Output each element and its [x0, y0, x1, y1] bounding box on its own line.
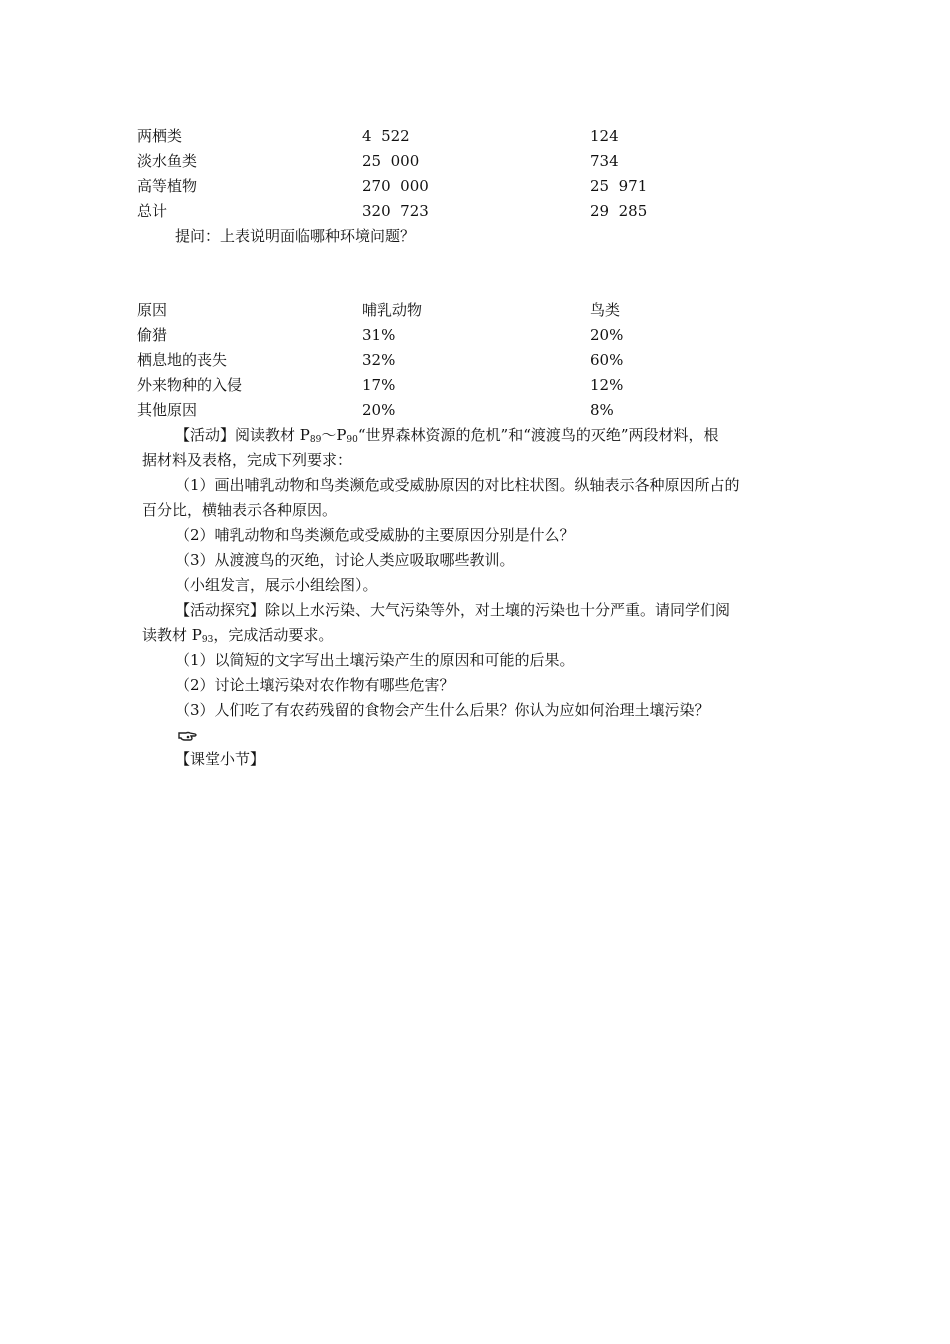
table2-cell: 60% — [590, 351, 624, 369]
table2-cell: 20% — [362, 401, 396, 419]
activity-line: 据材料及表格，完成下列要求： — [142, 451, 353, 469]
page-subscript: 89 — [309, 435, 322, 445]
table1-cell: 总计 — [137, 202, 168, 220]
table1-cell: 734 — [590, 152, 619, 170]
activity-item: （3）从渡渡鸟的灭绝，讨论人类应吸取哪些教训。 — [175, 551, 515, 569]
explore-text: 读教材 P — [142, 626, 202, 644]
table2-cell: 其他原因 — [137, 401, 198, 419]
table2-cell: 8% — [590, 401, 614, 419]
page-subscript: 93 — [201, 635, 214, 645]
explore-text: ，完成活动要求。 — [213, 626, 334, 644]
table1-cell: 25 971 — [590, 177, 648, 195]
table1-cell: 高等植物 — [137, 177, 198, 195]
table2-cell: 外来物种的入侵 — [137, 376, 243, 394]
activity-note: （小组发言，展示小组绘图）。 — [175, 576, 378, 594]
table2-cell: 栖息地的丧失 — [137, 351, 228, 369]
table1-cell: 29 285 — [590, 202, 648, 220]
activity-item: （1）画出哺乳动物和鸟类濒危或受威胁原因的对比柱状图。纵轴表示各种原因所占的 — [175, 476, 740, 494]
table2-cell: 31% — [362, 326, 396, 344]
activity-text: “世界森林资源的危机”和“渡渡鸟的灭绝”两段材料，根 — [357, 426, 719, 444]
table2-cell: 12% — [590, 376, 624, 394]
table1-cell: 4 522 — [362, 127, 410, 145]
table1-cell: 124 — [590, 127, 619, 145]
summary-heading: 【课堂小节】 — [175, 750, 266, 768]
explore-heading-line: 【活动探究】除以上水污染、大气污染等外，对土壤的污染也十分严重。请同学们阅 — [175, 601, 731, 619]
activity-item: （2）哺乳动物和鸟类濒危或受威胁的主要原因分别是什么？ — [175, 526, 575, 544]
table2-cell: 32% — [362, 351, 396, 369]
pointing-hand-icon — [178, 728, 198, 744]
table2-header-cell: 哺乳动物 — [362, 301, 423, 319]
table2-cell: 17% — [362, 376, 396, 394]
explore-item: （2）讨论土壤污染对农作物有哪些危害？ — [175, 676, 455, 694]
explore-item: （1）以简短的文字写出土壤污染产生的原因和可能的后果。 — [175, 651, 575, 669]
activity-item-continued: 百分比，横轴表示各种原因。 — [142, 501, 338, 519]
question-text: 提问：上表说明面临哪种环境问题？ — [175, 227, 416, 245]
table1-cell: 270 000 — [362, 177, 429, 195]
activity-text: 【活动】阅读教材 P — [175, 426, 310, 444]
explore-item: （3）人们吃了有农药残留的食物会产生什么后果？你认为应如何治理土壤污染？ — [175, 701, 710, 719]
table1-cell: 320 723 — [362, 202, 429, 220]
table2-header-cell: 原因 — [137, 301, 168, 319]
activity-text: ～P — [321, 426, 347, 444]
page-subscript: 90 — [346, 435, 358, 445]
table2-cell: 偷猎 — [137, 326, 168, 344]
table1-cell: 两栖类 — [137, 127, 183, 145]
table1-cell: 淡水鱼类 — [137, 152, 198, 170]
table1-cell: 25 000 — [362, 152, 420, 170]
table2-cell: 20% — [590, 326, 624, 344]
table2-header-cell: 鸟类 — [590, 301, 621, 319]
